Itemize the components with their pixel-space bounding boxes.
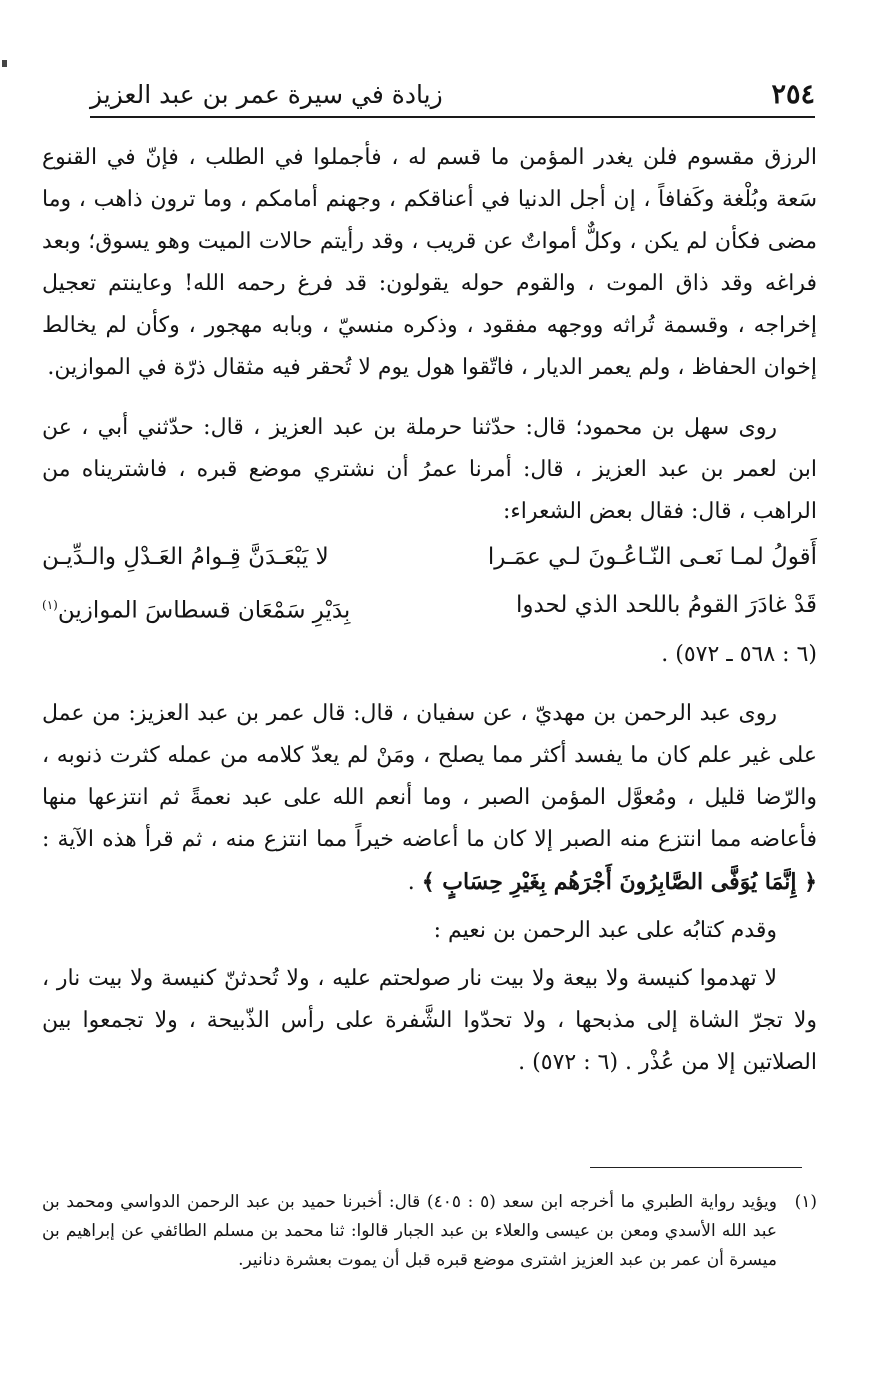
footnote-1: [42, 1188, 817, 1275]
running-title: زيادة في سيرة عمر بن عبد العزيز: [90, 80, 443, 109]
paragraph-narration-text: روى عبد الرحمن بن مهديّ ، عن سفيان ، قال: قال عمر بن عبد العزيز: من عمل على غير علم كان ما يفسد أكثر مما يصلح ، ومَنْ لم يعدّ كلامه من عمله كثرت ذنوبه ، والرّضا قليل ، ومُعوَّل المؤمن الصبر ، وما أنعم الله على عبد نعمةً ثم انتزعها منها فأعاضه مما انتزع منه الصبر إلا كان ما أعاضه خيراً مما انتزع منه ، ثم قرأ هذه الآية :: [42, 700, 817, 852]
footnotes: [42, 1188, 817, 1275]
hemistich-2b-text: بِدَيْرِ سَمْعَان قسطاسَ الموازين: [57, 597, 351, 624]
footnote-marker: (١): [42, 598, 58, 612]
page-header: [90, 78, 815, 116]
hemistich-2b: [42, 581, 350, 635]
poem-line-1: [42, 533, 817, 581]
paragraph-sermon: الرزق مقسوم فلن يغدر المؤمن ما قسم له ، فأجملوا في الطلب ، فإنّ في القنوع سَعة وبُلْغة وكَفافاً ، إن أجل الدنيا في أعناقكم ، وجهنم أمامكم ، وما ترون ذاهب ، وما مضى فكأن لم يكن ، وكلٌّ أمواتٌ عن قريب ، وقد رأيتم حالات الميت وهو يسوق؛ وبعد فراغه وقد ذاق الموت ، والقوم حوله يقولون: قد فرغ رحمه الله! وعاينتم تعجيل إخراجه ، وقسمة تُراثه ووجهه مفقود ، وذكره منسيّ ، وبابه مهجور ، وكأن لم يخالط إخوان الحفاظ ، ولم يعمر الديار ، فاتّقوا هول يوم لا تُحقر فيه مثقال ذرّة في الموازين.: [42, 145, 817, 380]
footnote-text: ويؤيد رواية الطبري ما أخرجه ابن سعد (٥ : ٤٠٥) قال: أخبرنا حميد بن عبد الرحمن الدواسي ومحمد بن عبد الله الأسدي ومعن بن عيسى والعلاء بن عبد الجبار قالوا: ثنا محمد بن مسلم الطائفي عن إبراهيم بن ميسرة أن عمر بن عبد العزيز اشترى موضع قبره قبل أن يموت بعشرة دنانير.: [42, 1192, 777, 1270]
verse-end: .: [407, 869, 422, 895]
poem: [42, 533, 817, 675]
paragraph-letter-text: لا تهدموا كنيسة ولا بيعة ولا بيت نار صولحتم عليه ، ولا تُحدثنّ كنيسة ولا بيت نار ، ولا تجرّ الشاة إلى مذبحها ، ولا تحدّوا الشَّفرة على رأس الذّبيحة ، ولا تجمعوا بين الصلاتين إلا من عُذْر . (٦ : ٥٧٢) .: [42, 965, 817, 1075]
poem-reference: (٦ : ٥٦٨ ـ ٥٧٢) .: [661, 641, 817, 667]
hemistich-1b: لا يَبْعَـدَنَّ قِـوامُ العَـدْلِ والـدِّيـن: [42, 544, 329, 570]
paragraph-letter-intro: وقدم كتابُه على عبد الرحمن بن نعيم :: [433, 917, 777, 943]
hemistich-2a: قَدْ غادَرَ القومُ باللحد الذي لحدوا: [515, 592, 817, 618]
header-rule: [90, 116, 815, 118]
paragraph-narration-sahl: روى سهل بن محمود؛ قال: حدّثنا حرملة بن عبد العزيز ، قال: حدّثني أبي ، عن ابن لعمر بن عبد العزيز ، قال: أمرنا عمرُ أن نشتري موضع قبره ، فاشتريناه من الراهب ، قال: فقال بعض الشعراء:: [42, 415, 817, 524]
margin-mark: [2, 60, 7, 67]
main-text: [42, 137, 817, 1084]
poem-line-2: [42, 581, 817, 635]
hemistich-1a: أَقولُ لمـا نَعـى النّـاعُـونَ لـي عمَـرا: [487, 544, 817, 570]
quran-verse: ﴿ إِنَّمَا يُوَفَّى الصَّابِرُونَ أَجْرَهُم بِغَيْرِ حِسَابٍ ﴾: [421, 868, 817, 895]
footnote-number: (١): [794, 1192, 817, 1212]
footnote-rule: [590, 1167, 802, 1168]
page-number: ٢٥٤: [771, 79, 815, 110]
paragraph-narration-abdulrahman: [42, 693, 817, 904]
